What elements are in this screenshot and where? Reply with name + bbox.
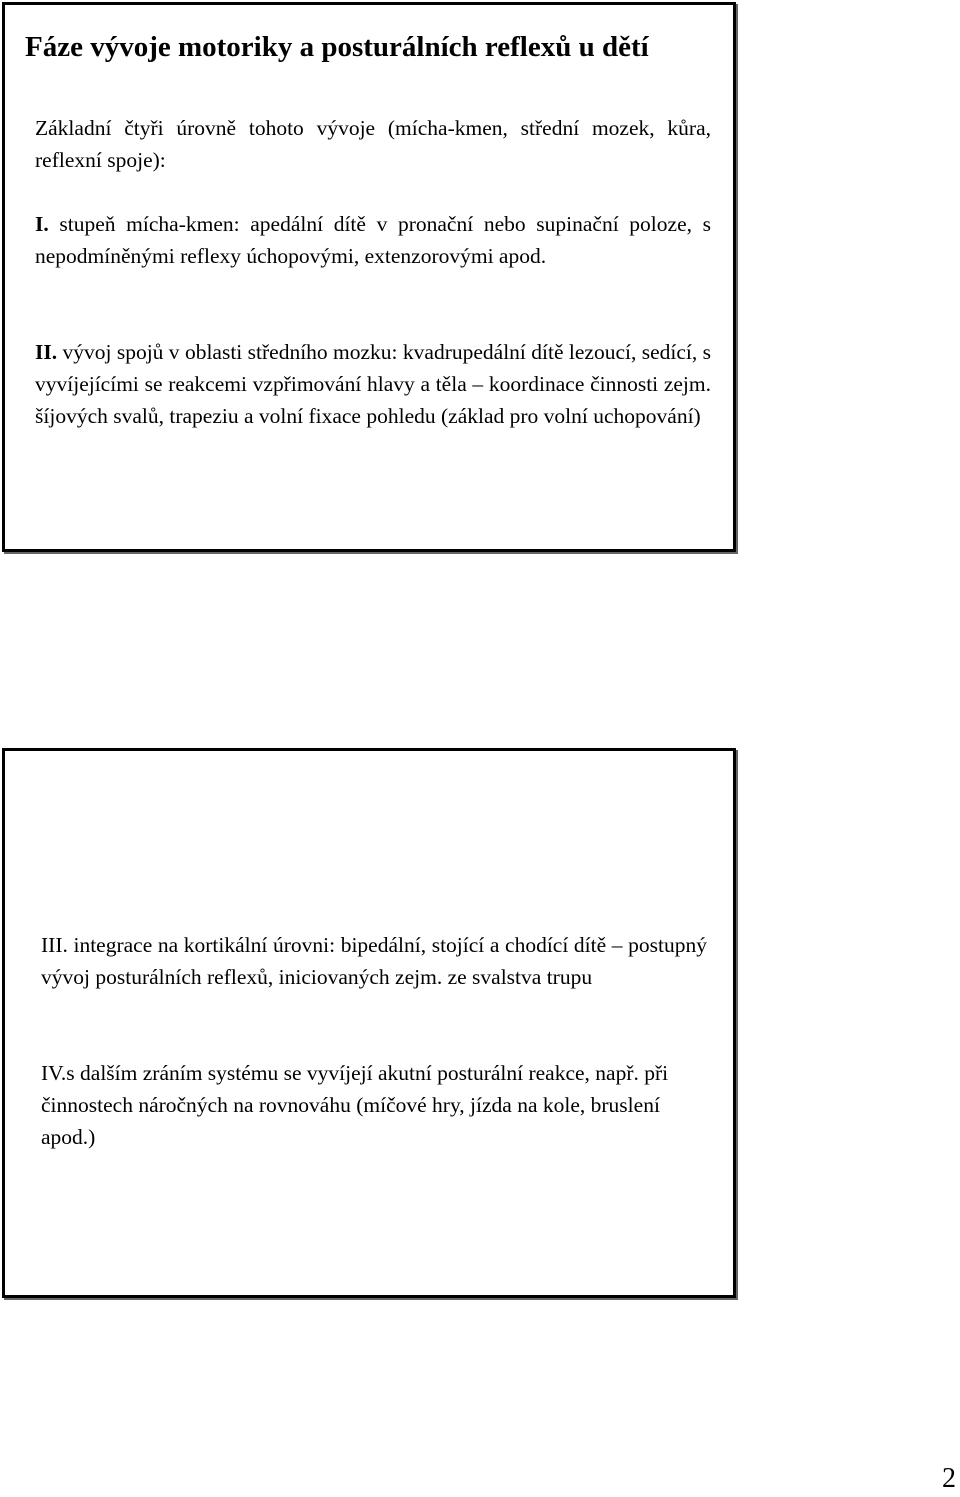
page-number: 2 — [942, 1463, 956, 1494]
stage-4-paragraph: IV.s dalším zráním systému se vyvíjejí akutní posturální reakce, např. při činnostech náročných na rovnováhu (míčové hry, jízda na kole, bruslení apod.) — [41, 1061, 669, 1149]
stage-2-text: vývoj spojů v oblasti středního mozku: kvadrupedální dítě lezoucí, sedící, s vyvíjejícími se reakcemi vzpřimování hlavy a těla – koordinace činnosti zejm. šíjových svalů, trapeziu a volní fixace pohledu (základ pro volní uchopování) — [35, 340, 711, 428]
intro-paragraph: Základní čtyři úrovně tohoto vývoje (mícha-kmen, střední mozek, kůra, reflexní spoje): — [35, 116, 711, 172]
slide-title: Fáze vývoje motoriky a posturálních reflexů u dětí — [25, 31, 649, 63]
stage-3-paragraph: III. integrace na kortikální úrovni: bipedální, stojící a chodící dítě – postupný vývoj posturálních reflexů, iniciovaných zejm. ze svalstva trupu — [41, 933, 707, 989]
slide-2 — [2, 748, 736, 1298]
slide-1 — [2, 2, 736, 552]
stage-2-label: II. — [35, 340, 58, 364]
stage-2-paragraph — [35, 336, 711, 432]
stage-1-label: I. — [35, 212, 49, 236]
stage-1-paragraph — [35, 208, 711, 272]
stage-1-text: stupeň mícha-kmen: apedální dítě v pronační nebo supinační poloze, s nepodmíněnými reflexy úchopovými, extenzorovými apod. — [35, 212, 711, 268]
